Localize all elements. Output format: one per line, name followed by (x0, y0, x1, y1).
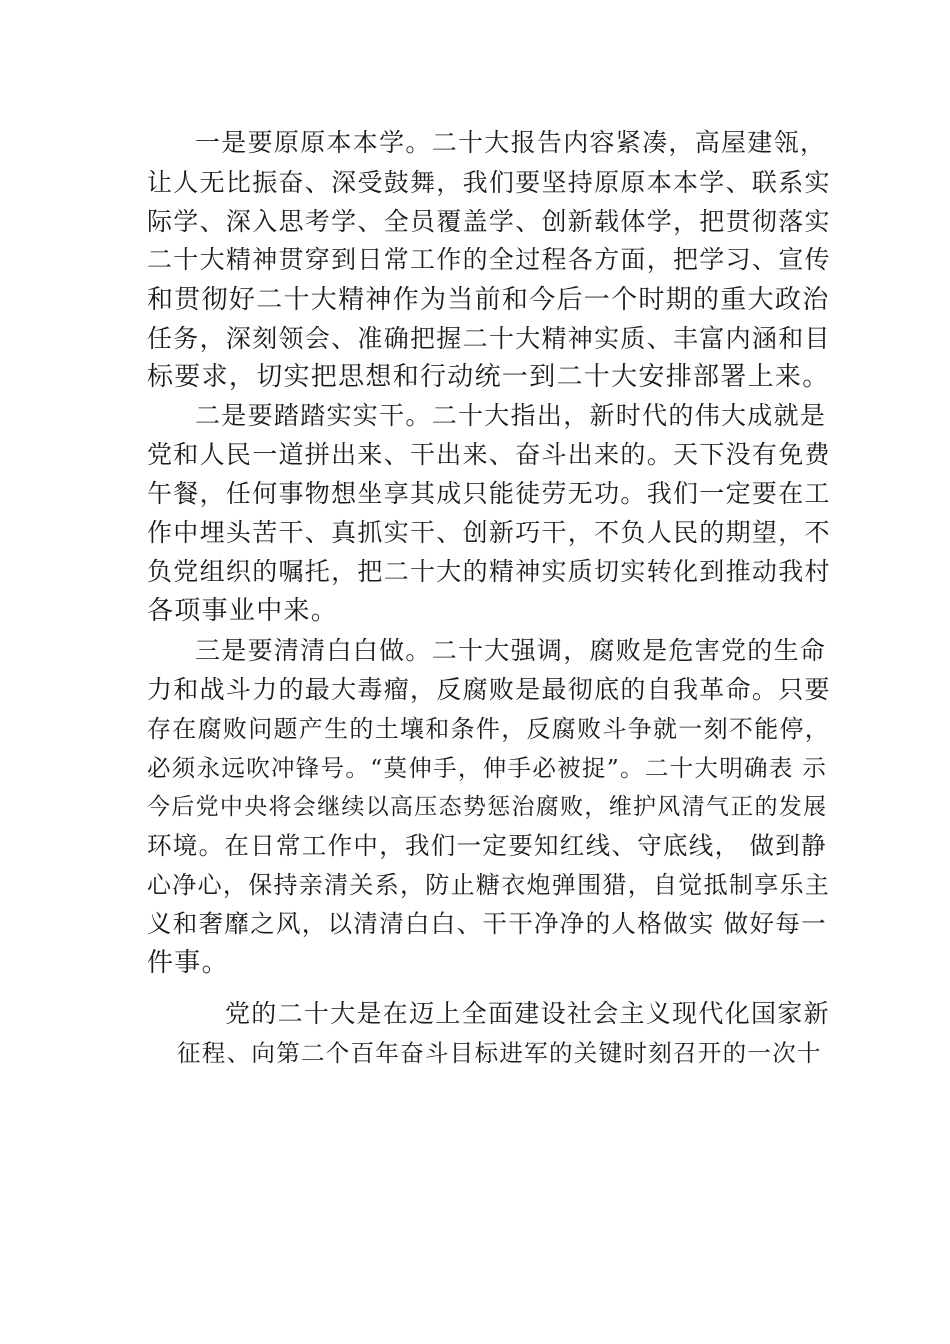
paragraph-3-line-9: 件事。 (147, 948, 229, 978)
paragraph-2-line-1: 二是要踏踏实实干。二十大指出，新时代的伟大成就是 (195, 401, 827, 430)
paragraph-4-line-2: 征程、向第二个百年奋斗目标进军的关键时刻召开的一次十 (177, 1039, 822, 1067)
paragraph-1-line-5: 和贯彻好二十大精神作为当前和今后一个时期的重大政治 (147, 285, 830, 315)
paragraph-3-line-5: 今后党中央将会继续以高压态势惩治腐败，维护风清气正的发展 (147, 794, 828, 820)
paragraph-3-line-3: 存在腐败问题产生的土壤和条件，反腐败斗争就一刻不能停， (147, 715, 831, 743)
paragraph-3-line-1: 三是要清清白白做。二十大强调，腐败是危害党的生命 (195, 636, 827, 665)
paragraph-2-line-2: 党和人民一道拼出来、干出来、奋斗出来的。天下没有免费 (147, 440, 831, 469)
paragraph-2-line-3: 午餐，任何事物想坐享其成只能徒劳无功。我们一定要在工 (147, 479, 831, 508)
paragraph-3-line-7: 心净心，保持亲清关系，防止糖衣炮弹围猎，自觉抵制享乐主 (147, 871, 831, 899)
paragraph-3-line-8: 义和奢靡之风，以清清白白、干干净净的人格做实 做好每一 (147, 909, 827, 938)
paragraph-1-line-1: 一是要原原本本学。二十大报告内容紧凑，高屋建瓴， (195, 128, 827, 157)
paragraph-3-line-2: 力和战斗力的最大毒瘤，反腐败是最彻底的自我革命。只要 (147, 675, 831, 704)
paragraph-2-line-6: 各项事业中来。 (147, 596, 339, 626)
paragraph-1-line-7: 标要求，切实把思想和行动统一到二十大安排部署上来。 (147, 362, 830, 392)
paragraph-3-line-4: 必须永远吹冲锋号。“莫伸手，伸手必被捉”。二十大明确表 示 (147, 754, 828, 782)
paragraph-2-line-4: 作中埋头苦干、真抓实干、创新巧干，不负人民的期望，不 (147, 518, 831, 547)
paragraph-1-line-3: 际学、深入思考学、全员覆盖学、创新载体学，把贯彻落实 (147, 207, 831, 236)
paragraph-3-line-6: 环境。在日常工作中，我们一定要知红线、守底线， 做到静 (147, 831, 827, 860)
paragraph-1-line-2: 让人无比振奋、深受鼓舞，我们要坚持原原本本学、联系实 (147, 168, 831, 197)
paragraph-1-line-4: 二十大精神贯穿到日常工作的全过程各方面，把学习、宣传 (147, 245, 831, 274)
paragraph-4-line-1: 党的二十大是在迈上全面建设社会主义现代化国家新 (225, 999, 830, 1028)
paragraph-1-line-6: 任务，深刻领会、准确把握二十大精神实质、丰富内涵和目 (147, 324, 831, 353)
paragraph-2-line-5: 负党组织的嘱托，把二十大的精神实质切实转化到推动我村 (147, 557, 831, 586)
